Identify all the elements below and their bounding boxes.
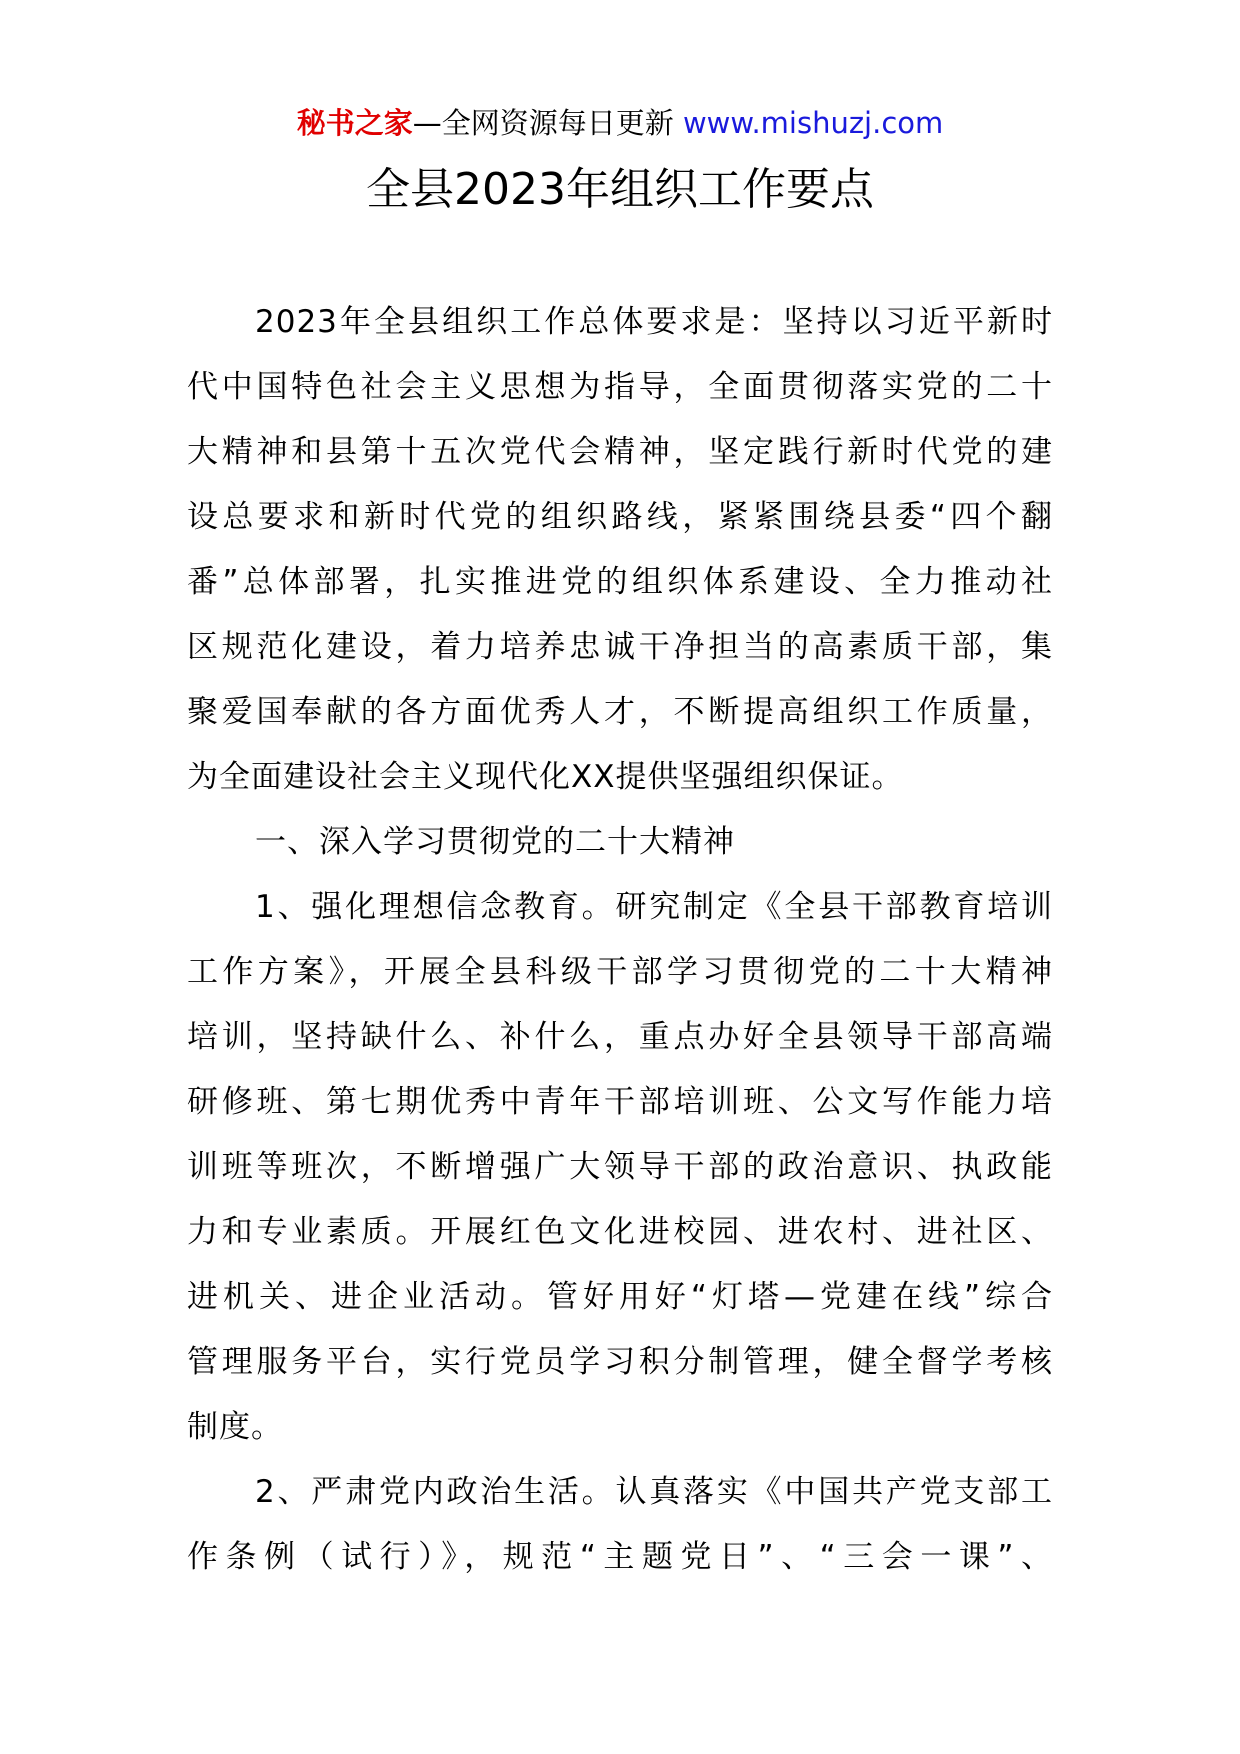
paragraph-line: 2023年全县组织工作总体要求是：坚持以习近平新时 xyxy=(255,304,1053,340)
paragraph xyxy=(187,1460,1053,1590)
paragraph-line: 培训，坚持缺什么、补什么，重点办好全县领导干部高端 xyxy=(187,1019,1053,1055)
paragraph-line: 研修班、第七期优秀中青年干部培训班、公文写作能力培 xyxy=(187,1084,1053,1120)
paragraph xyxy=(187,875,1053,1460)
brand-name: 秘书之家 xyxy=(296,106,413,140)
paragraph-line: 管理服务平台，实行党员学习积分制管理，健全督学考核 xyxy=(187,1344,1053,1380)
paragraph-line: 聚爱国奉献的各方面优秀人才，不断提高组织工作质量， xyxy=(187,694,1053,730)
paragraph-line: 区规范化建设，着力培养忠诚干净担当的高素质干部，集 xyxy=(187,629,1053,665)
paragraph-line: 1、强化理想信念教育。研究制定《全县干部教育培训 xyxy=(255,889,1053,925)
paragraph xyxy=(187,290,1053,810)
paragraph-line: 番”总体部署，扎实推进党的组织体系建设、全力推动社 xyxy=(187,564,1053,600)
paragraph-line: 作条例（试行）》，规范“主题党日”、“三会一课”、 xyxy=(187,1539,1053,1575)
paragraph-line: 一、深入学习贯彻党的二十大精神 xyxy=(255,824,735,860)
paragraph-line: 力和专业素质。开展红色文化进校园、进农村、进社区、 xyxy=(187,1214,1053,1250)
document-body xyxy=(187,290,1053,1590)
paragraph-line: 为全面建设社会主义现代化XX提供坚强组织保证。 xyxy=(187,759,904,795)
paragraph-line: 工作方案》，开展全县科级干部学习贯彻党的二十大精神 xyxy=(187,954,1053,990)
paragraph-line: 制度。 xyxy=(187,1409,283,1445)
paragraph-line: 大精神和县第十五次党代会精神，坚定践行新时代党的建 xyxy=(187,434,1053,470)
site-header xyxy=(0,103,1240,143)
document-title: 全县2023年组织工作要点 xyxy=(366,164,874,215)
paragraph-line: 训班等班次，不断增强广大领导干部的政治意识、执政能 xyxy=(187,1149,1053,1185)
section-heading xyxy=(187,810,1053,875)
paragraph-line: 代中国特色社会主义思想为指导，全面贯彻落实党的二十 xyxy=(187,369,1053,405)
paragraph-line: 设总要求和新时代党的组织路线，紧紧围绕县委“四个翻 xyxy=(187,499,1053,535)
site-url-link[interactable]: www.mishuzj.com xyxy=(682,106,944,140)
paragraph-line: 进机关、进企业活动。管好用好“灯塔—党建在线”综合 xyxy=(187,1279,1053,1315)
header-tagline: —全网资源每日更新 xyxy=(412,106,674,140)
paragraph-line: 2、严肃党内政治生活。认真落实《中国共产党支部工 xyxy=(255,1474,1053,1510)
